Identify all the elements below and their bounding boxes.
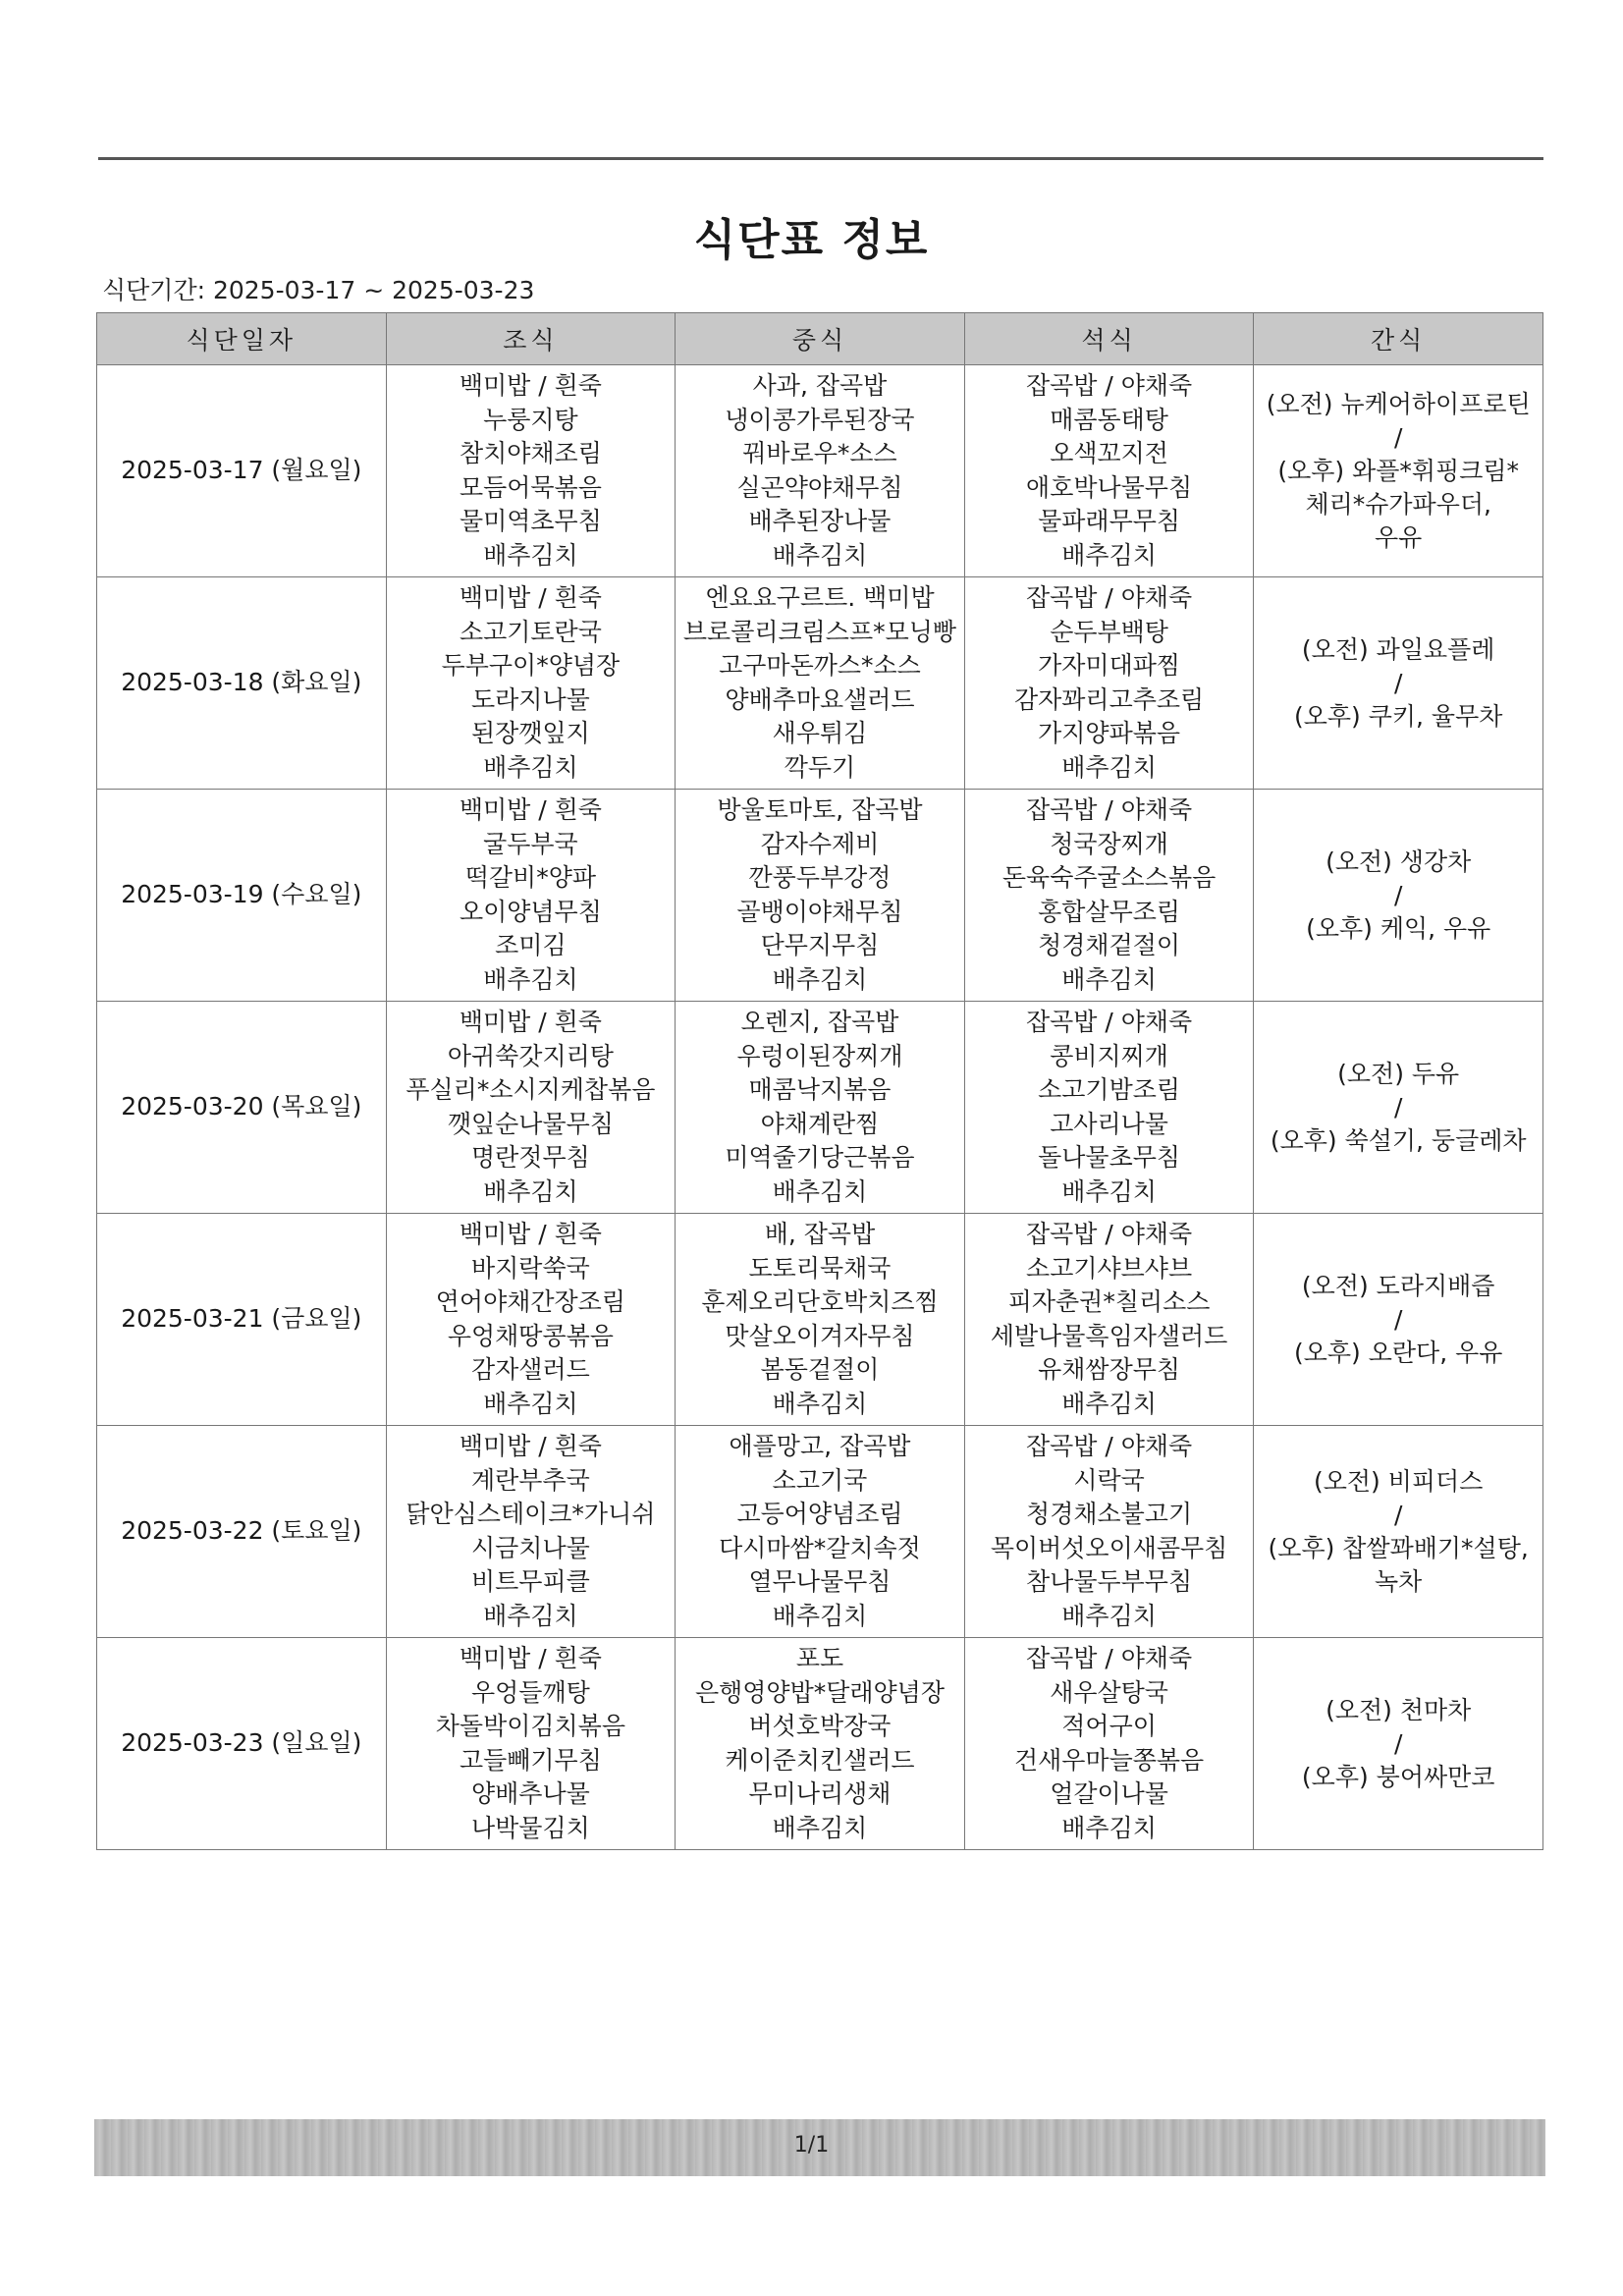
dinner-cell	[964, 790, 1254, 1002]
snack-cell	[1254, 365, 1543, 577]
snack-cell	[1254, 1214, 1543, 1426]
date-cell: 2025-03-21 (금요일)	[97, 1214, 387, 1426]
lunch-cell	[676, 577, 965, 790]
menu-item: 고구마돈까스*소스	[719, 651, 921, 680]
menu-item: 버섯호박장국	[748, 1712, 892, 1740]
menu-item: 계란부추국	[471, 1465, 590, 1495]
menu-item: 청국장찌개	[1050, 829, 1168, 858]
menu-item: 시락국	[1073, 1465, 1145, 1495]
menu-item: 백미밥 / 흰죽	[459, 1432, 602, 1460]
menu-item: 감자수제비	[760, 829, 880, 858]
menu-item: 깐풍두부강정	[748, 863, 892, 892]
menu-item: 잡곡밥 / 야채죽	[1025, 583, 1193, 612]
menu-item: 된장깻잎지	[471, 719, 590, 747]
menu-item: 물미역초무침	[459, 507, 602, 535]
menu-item: 무미나리생채	[748, 1779, 892, 1808]
menu-item: 오이양념무침	[459, 897, 602, 926]
menu-item: (오전) 과일요플레	[1301, 634, 1495, 664]
menu-item: 아귀쑥갓지리탕	[447, 1041, 614, 1070]
menu-item: (오전) 천마차	[1325, 1695, 1472, 1724]
menu-item: 유채쌈장무침	[1038, 1355, 1181, 1384]
menu-item: 체리*슈가파우더,	[1305, 489, 1491, 519]
menu-item: 은행영양밥*달래양념장	[694, 1677, 945, 1707]
menu-item: 푸실리*소시지케찹볶음	[406, 1075, 656, 1104]
menu-item: 배추김치	[772, 964, 868, 994]
column-header: 중식	[676, 313, 965, 365]
snack-cell	[1254, 1426, 1543, 1638]
menu-item: 모듬어묵볶음	[459, 472, 602, 502]
dinner-cell	[964, 365, 1254, 577]
menu-item: 고들빼기무침	[459, 1745, 602, 1775]
menu-item: 녹차	[1375, 1566, 1423, 1596]
menu-item: 배추김치	[483, 540, 578, 570]
breakfast-cell	[386, 365, 676, 577]
column-header: 조식	[386, 313, 676, 365]
menu-item: 백미밥 / 흰죽	[459, 1008, 602, 1036]
menu-item: (오후) 찹쌀꽈배기*설탕,	[1268, 1533, 1529, 1562]
menu-item: 잡곡밥 / 야채죽	[1025, 1220, 1193, 1248]
menu-item: 배추된장나물	[748, 507, 892, 535]
menu-item: 소고기밤조림	[1038, 1075, 1181, 1104]
menu-item: 홍합살무조림	[1038, 897, 1181, 926]
menu-item: 깻잎순나물무침	[447, 1109, 614, 1138]
breakfast-cell	[386, 1214, 676, 1426]
menu-item: 잡곡밥 / 야채죽	[1025, 1432, 1193, 1460]
menu-item: 소고기토란국	[459, 617, 602, 646]
menu-item: 잡곡밥 / 야채죽	[1025, 1644, 1193, 1672]
table-body	[97, 365, 1543, 1850]
breakfast-cell	[386, 790, 676, 1002]
menu-item: 양배추마요샐러드	[725, 684, 915, 714]
menu-item: 도라지나물	[471, 684, 590, 714]
menu-item: 나박물김치	[471, 1813, 590, 1842]
menu-item: 배추김치	[483, 1601, 578, 1630]
menu-item: 잡곡밥 / 야채죽	[1025, 1008, 1193, 1036]
lunch-cell	[676, 365, 965, 577]
menu-item: 연어야채간장조림	[435, 1287, 625, 1316]
menu-item: 도토리묵채국	[748, 1253, 892, 1283]
menu-item: 배추김치	[483, 1389, 578, 1418]
breakfast-cell	[386, 1002, 676, 1214]
dinner-cell	[964, 1426, 1254, 1638]
menu-item: /	[1393, 422, 1403, 452]
menu-item: /	[1393, 880, 1403, 909]
breakfast-cell	[386, 1638, 676, 1850]
menu-item: (오전) 뉴케어하이프로틴	[1266, 389, 1531, 418]
menu-item: (오후) 붕어싸만코	[1301, 1762, 1495, 1791]
menu-item: 떡갈비*양파	[464, 863, 597, 892]
snack-cell	[1254, 790, 1543, 1002]
menu-item: 백미밥 / 흰죽	[459, 1220, 602, 1248]
menu-item: 가자미대파찜	[1038, 651, 1181, 680]
menu-item: 우엉채땅콩볶음	[447, 1321, 614, 1350]
menu-item: 배추김치	[1061, 1389, 1157, 1418]
menu-item: /	[1393, 1304, 1403, 1334]
table-header-row	[97, 313, 1543, 365]
menu-item: 실곤약야채무침	[736, 472, 903, 502]
menu-item: 얼갈이나물	[1050, 1779, 1168, 1808]
menu-item: 콩비지찌개	[1050, 1041, 1168, 1070]
menu-item: 순두부백탕	[1050, 617, 1168, 646]
menu-item: 배추김치	[772, 1813, 868, 1842]
lunch-cell	[676, 1426, 965, 1638]
menu-item: 배추김치	[483, 964, 578, 994]
table-row	[97, 1214, 1543, 1426]
table-row	[97, 577, 1543, 790]
menu-item: 적어구이	[1061, 1712, 1157, 1740]
menu-item: 피자춘권*칠리소스	[1007, 1287, 1211, 1316]
menu-item: 미역줄기당근볶음	[725, 1143, 915, 1172]
date-cell: 2025-03-23 (일요일)	[97, 1638, 387, 1850]
menu-item: 새우튀김	[772, 719, 868, 747]
menu-item: 목이버섯오이새콤무침	[990, 1533, 1228, 1562]
menu-item: 고등어양념조림	[736, 1500, 903, 1528]
lunch-cell	[676, 1214, 965, 1426]
menu-item: 배추김치	[1061, 964, 1157, 994]
menu-item: 배추김치	[1061, 752, 1157, 782]
lunch-cell	[676, 1002, 965, 1214]
menu-item: 두부구이*양념장	[441, 651, 621, 680]
menu-item: 냉이콩가루된장국	[725, 405, 915, 434]
date-cell: 2025-03-22 (토요일)	[97, 1426, 387, 1638]
table-row	[97, 1426, 1543, 1638]
menu-item: 애호박나물무침	[1026, 472, 1193, 502]
menu-item: 닭안심스테이크*가니쉬	[406, 1500, 656, 1528]
menu-item: 돈육숙주굴소스볶음	[1001, 863, 1217, 892]
table-row	[97, 365, 1543, 577]
top-rule	[98, 157, 1543, 160]
menu-item: 감자샐러드	[471, 1355, 590, 1384]
menu-item: (오후) 와플*휘핑크림*	[1277, 456, 1520, 485]
lunch-cell	[676, 1638, 965, 1850]
menu-item: 우엉들깨탕	[471, 1677, 590, 1707]
menu-item: 배추김치	[1061, 1601, 1157, 1630]
menu-item: 양배추나물	[471, 1779, 590, 1808]
table-row	[97, 790, 1543, 1002]
menu-item: (오후) 케익, 우유	[1306, 913, 1491, 943]
menu-item: /	[1393, 668, 1403, 697]
menu-item: 가지양파볶음	[1038, 719, 1181, 747]
menu-item: 배추김치	[483, 1176, 578, 1206]
column-header: 간식	[1254, 313, 1543, 365]
menu-item: 물파래무무침	[1038, 507, 1181, 535]
menu-item: /	[1393, 1500, 1403, 1529]
menu-item: 새우살탕국	[1050, 1677, 1168, 1707]
menu-item: 열무나물무침	[748, 1567, 892, 1596]
menu-item: 백미밥 / 흰죽	[459, 795, 602, 824]
menu-item: 훈제오리단호박치즈찜	[701, 1287, 939, 1316]
menu-item: 백미밥 / 흰죽	[459, 1644, 602, 1672]
menu-item: 청경채소불고기	[1026, 1500, 1193, 1528]
menu-item: 단무지무침	[760, 931, 880, 959]
snack-cell	[1254, 577, 1543, 790]
menu-item: 소고기국	[772, 1465, 868, 1495]
menu-item: 돌나물초무침	[1038, 1143, 1181, 1172]
menu-item: 오색꼬지전	[1050, 439, 1168, 467]
menu-item: 배추김치	[772, 1176, 868, 1206]
lunch-cell	[676, 790, 965, 1002]
menu-item: 배, 잡곡밥	[764, 1220, 876, 1248]
menu-item: 배추김치	[772, 1601, 868, 1630]
menu-item: 잡곡밥 / 야채죽	[1025, 795, 1193, 824]
menu-item: 시금치나물	[471, 1533, 590, 1562]
table-row	[97, 1638, 1543, 1850]
menu-item: 배추김치	[1061, 1813, 1157, 1842]
menu-item: 조미김	[495, 931, 567, 959]
menu-item: 배추김치	[483, 752, 578, 782]
date-cell: 2025-03-17 (월요일)	[97, 365, 387, 577]
dinner-cell	[964, 577, 1254, 790]
menu-item: 우렁이된장찌개	[736, 1041, 903, 1070]
breakfast-cell	[386, 1426, 676, 1638]
menu-item: 참치야채조림	[459, 439, 602, 467]
menu-item: 배추김치	[772, 540, 868, 570]
page-title: 식단표 정보	[693, 215, 930, 265]
menu-item: (오전) 비피더스	[1314, 1466, 1484, 1496]
meal-table	[96, 312, 1543, 1850]
menu-item: 백미밥 / 흰죽	[459, 371, 602, 400]
menu-item: 세발나물흑임자샐러드	[990, 1321, 1228, 1350]
menu-item: 사과, 잡곡밥	[752, 371, 888, 400]
menu-item: 깍두기	[784, 752, 856, 782]
dinner-cell	[964, 1638, 1254, 1850]
menu-item: 봄동겉절이	[760, 1355, 880, 1384]
menu-item: 배추김치	[772, 1389, 868, 1418]
menu-item: 우유	[1375, 522, 1423, 552]
menu-item: /	[1393, 1728, 1403, 1758]
menu-item: 매콤동태탕	[1050, 405, 1168, 434]
menu-item: (오전) 생강차	[1325, 847, 1472, 876]
menu-item: 감자꽈리고추조림	[1013, 684, 1205, 714]
snack-cell	[1254, 1638, 1543, 1850]
menu-item: 차돌박이김치볶음	[435, 1712, 625, 1740]
column-header: 석식	[964, 313, 1254, 365]
menu-item: 잡곡밥 / 야채죽	[1025, 371, 1193, 400]
menu-item: 애플망고, 잡곡밥	[729, 1432, 911, 1460]
menu-item: (오전) 도라지배즙	[1301, 1271, 1495, 1300]
menu-item: 굴두부국	[483, 829, 578, 858]
column-header: 식단일자	[97, 313, 387, 365]
menu-item: 건새우마늘쫑볶음	[1013, 1745, 1205, 1775]
dinner-cell	[964, 1214, 1254, 1426]
menu-item: (오전) 두유	[1337, 1059, 1460, 1088]
menu-item: 엔요요구르트. 백미밥	[705, 583, 935, 612]
breakfast-cell	[386, 577, 676, 790]
menu-item: (오후) 오란다, 우유	[1293, 1338, 1503, 1367]
menu-item: 소고기샤브샤브	[1026, 1253, 1193, 1283]
page-number: 1/1	[793, 2133, 830, 2158]
menu-item: 다시마쌈*갈치속젓	[719, 1533, 921, 1562]
menu-item: 배추김치	[1061, 1176, 1157, 1206]
menu-item: 고사리나물	[1050, 1109, 1168, 1138]
menu-item: (오후) 쿠키, 율무차	[1293, 701, 1503, 731]
menu-item: 배추김치	[1061, 540, 1157, 570]
menu-item: 바지락쑥국	[471, 1253, 590, 1283]
table-row	[97, 1002, 1543, 1214]
menu-item: 꿔바로우*소스	[742, 439, 897, 467]
menu-item: 방울토마토, 잡곡밥	[717, 795, 923, 824]
menu-item: 오렌지, 잡곡밥	[740, 1008, 899, 1036]
menu-item: 명란젓무침	[471, 1143, 590, 1172]
menu-item: 야채계란찜	[760, 1109, 880, 1138]
menu-item: 케이준치킨샐러드	[725, 1745, 915, 1775]
menu-item: (오후) 쑥설기, 둥글레차	[1270, 1125, 1527, 1155]
snack-cell	[1254, 1002, 1543, 1214]
menu-item: 골뱅이야채무침	[736, 897, 903, 926]
menu-item: /	[1393, 1092, 1403, 1121]
menu-item: 브로콜리크림스프*모닝빵	[682, 617, 957, 646]
menu-item: 맛살오이겨자무침	[725, 1321, 915, 1350]
meal-period: 식단기간: 2025-03-17 ~ 2025-03-23	[102, 276, 535, 304]
menu-item: 매콤낙지볶음	[748, 1075, 892, 1104]
menu-item: 참나물두부무침	[1026, 1567, 1193, 1596]
menu-item: 누룽지탕	[483, 405, 578, 434]
date-cell: 2025-03-19 (수요일)	[97, 790, 387, 1002]
menu-item: 포도	[795, 1644, 844, 1672]
date-cell: 2025-03-18 (화요일)	[97, 577, 387, 790]
menu-item: 백미밥 / 흰죽	[459, 583, 602, 612]
date-cell: 2025-03-20 (목요일)	[97, 1002, 387, 1214]
menu-item: 비트무피클	[471, 1567, 590, 1596]
dinner-cell	[964, 1002, 1254, 1214]
menu-item: 청경채겉절이	[1038, 931, 1181, 959]
